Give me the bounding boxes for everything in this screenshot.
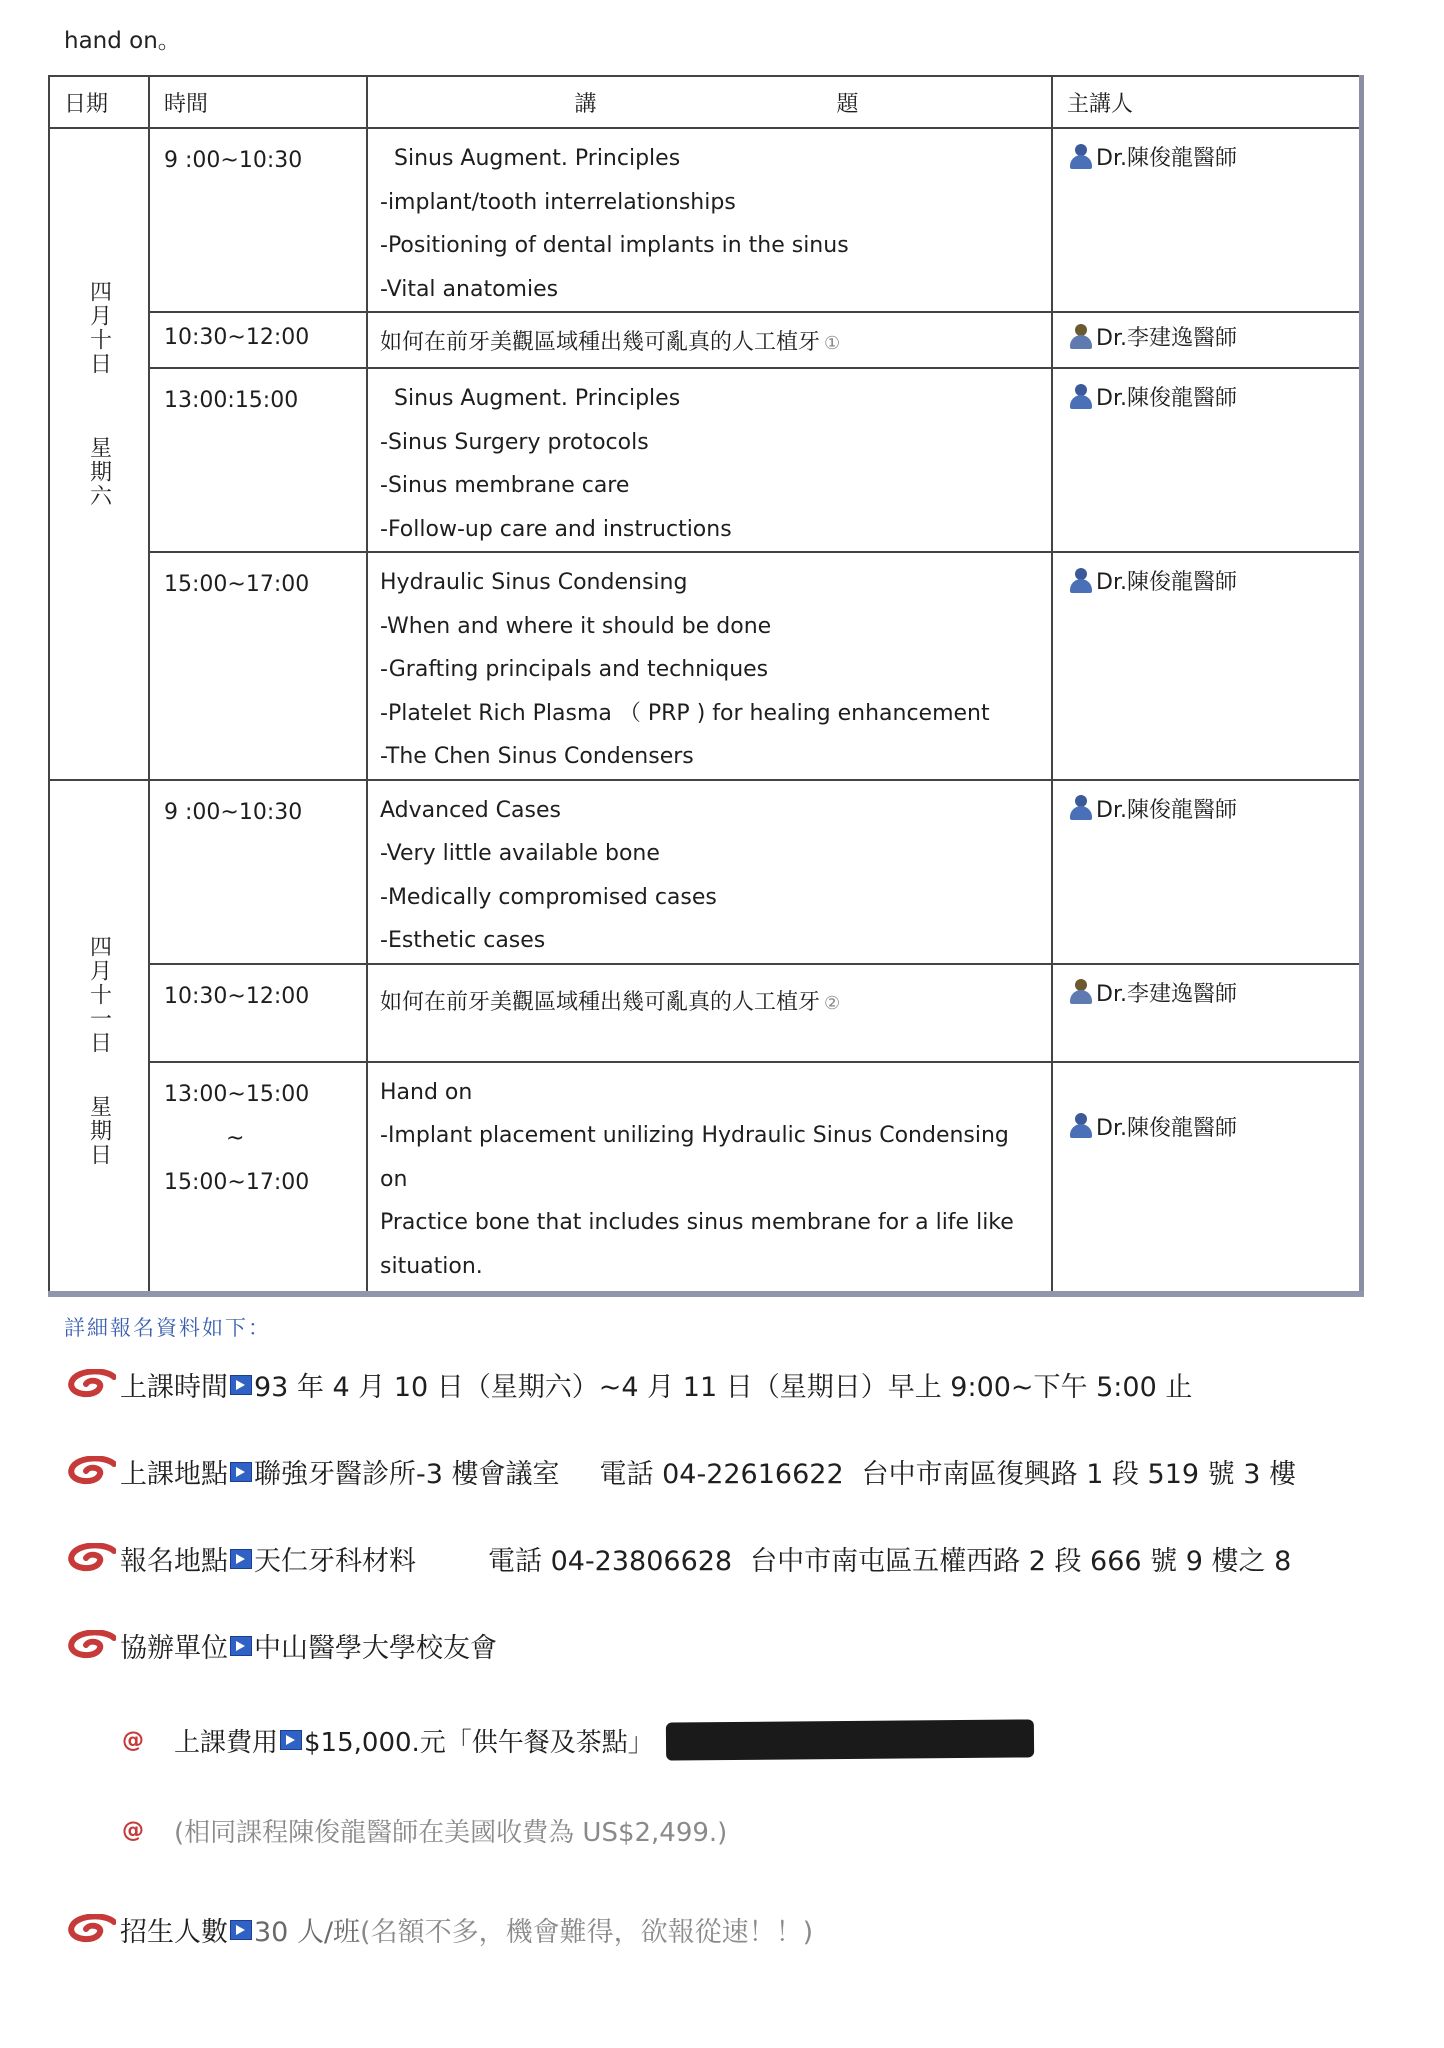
speaker-cell: Dr.陳俊龍醫師 (1052, 128, 1361, 312)
circled-number: ② (824, 992, 841, 1014)
arrow-box-icon (230, 1920, 252, 1940)
person-icon (1069, 324, 1093, 350)
swirl-bullet-icon (66, 1369, 116, 1401)
swirl-bullet-icon (66, 1914, 116, 1946)
enrollment-row: 招生人數 30 人/班 (名額不多，機會難得，欲報從速！！) (66, 1910, 813, 1949)
weekday-label: 星期六 (86, 436, 112, 508)
arrow-box-icon (280, 1730, 302, 1750)
header-date: 日期 (49, 76, 149, 128)
table-row (49, 312, 1361, 368)
header-speaker: 主講人 (1052, 76, 1361, 128)
table-row (49, 1062, 1361, 1294)
person-icon (1069, 795, 1093, 821)
time-cell: 9 :00~10:30 (149, 128, 367, 312)
topic-cell: 如何在前牙美觀區域種出幾可亂真的人工植牙 ① (367, 312, 1052, 368)
table-row (49, 780, 1361, 964)
topic-cell: Sinus Augment. Principles -Sinus Surgery protocols -Sinus membrane care -Follow-up care and instructions (367, 368, 1052, 552)
info-row-co-organizer: 協辦單位 中山醫學大學校友會 (66, 1626, 497, 1665)
time-cell: 9 :00~10:30 (149, 780, 367, 964)
swirl-bullet-icon (66, 1543, 116, 1575)
arrow-box-icon (230, 1549, 252, 1569)
info-row-registration-place: 報名地點 天仁牙科材料 電話 04-23806628 台中市南屯區五權西路 2 段 666 號 9 樓之 8 (66, 1539, 1291, 1578)
person-icon (1069, 144, 1093, 170)
header-topic (367, 76, 1052, 128)
topic-cell: Advanced Cases -Very little available bone -Medically compromised cases -Esthetic cases (367, 780, 1052, 964)
time-cell: 15:00~17:00 (149, 552, 367, 780)
topic-cell: Sinus Augment. Principles -implant/tooth interrelationships -Positioning of dental implants in the sinus -Vital anatomies (367, 128, 1052, 312)
person-icon (1069, 1113, 1093, 1139)
table-row (49, 128, 1361, 312)
header-time: 時間 (149, 76, 367, 128)
date-cell-day1 (49, 128, 149, 780)
time-cell: 13:00:15:00 (149, 368, 367, 552)
person-icon (1069, 384, 1093, 410)
speaker-cell: Dr.陳俊龍醫師 (1052, 1062, 1361, 1294)
person-icon (1069, 979, 1093, 1005)
topic-cell: Hydraulic Sinus Condensing -When and where it should be done -Grafting principals and techniques -Platelet Rich Plasma （ PRP ) for healing enhancement -The Chen Sinus Condensers (367, 552, 1052, 780)
circled-number: ① (824, 333, 841, 354)
date-cell-day2 (49, 780, 149, 1294)
info-row-location: 上課地點 聯強牙醫診所-3 樓會議室 電話 04-22616622 台中市南區復興路 1 段 519 號 3 樓 (66, 1452, 1296, 1491)
speaker-cell: Dr.李建逸醫師 (1052, 312, 1361, 368)
speaker-cell: Dr.陳俊龍醫師 (1052, 552, 1361, 780)
date-label: 四月十一日 (86, 934, 112, 1055)
info-row-class-time: 上課時間 93 年 4 月 10 日（星期六）~4 月 11 日（星期日）早上 9:00~下午 5:00 止 (66, 1365, 1192, 1404)
registration-title: 詳細報名資料如下： (64, 1316, 271, 1340)
header-topic-b: 題 (836, 91, 859, 117)
table-row (49, 368, 1361, 552)
time-cell: 13:00~15:00 ~ 15:00~17:00 (149, 1062, 367, 1294)
person-icon (1069, 568, 1093, 594)
topic-cell: Hand on -Implant placement unilizing Hydraulic Sinus Condensing on Practice bone that includes sinus membrane for a life like situation. (367, 1062, 1052, 1294)
us-fee-note-row: @ (相同課程陳俊龍醫師在美國收費為 US$2,499.) (122, 1818, 728, 1848)
time-cell: 10:30~12:00 (149, 964, 367, 1062)
arrow-box-icon (230, 1462, 252, 1482)
small-swirl-icon: @ (122, 1727, 144, 1753)
redaction-bar (666, 1719, 1034, 1760)
header-topic-a: 講 (574, 91, 597, 117)
table-row (49, 964, 1361, 1062)
schedule-table (48, 75, 1364, 1297)
fee-row: @ 上課費用 $15,000.元「供午餐及茶點」 (122, 1721, 1034, 1759)
arrow-box-icon (230, 1636, 252, 1656)
weekday-label: 星期日 (86, 1094, 112, 1167)
table-header-row (49, 76, 1361, 128)
top-note: hand on。 (64, 28, 181, 54)
small-swirl-icon: @ (122, 1818, 144, 1843)
speaker-cell: Dr.陳俊龍醫師 (1052, 368, 1361, 552)
speaker-cell: Dr.李建逸醫師 (1052, 964, 1361, 1062)
swirl-bullet-icon (66, 1456, 116, 1488)
time-cell: 10:30~12:00 (149, 312, 367, 368)
swirl-bullet-icon (66, 1630, 116, 1662)
arrow-box-icon (230, 1375, 252, 1395)
speaker-cell: Dr.陳俊龍醫師 (1052, 780, 1361, 964)
date-label: 四月十日 (86, 280, 112, 376)
table-row (49, 552, 1361, 780)
topic-cell: 如何在前牙美觀區域種出幾可亂真的人工植牙 ② (367, 964, 1052, 1062)
